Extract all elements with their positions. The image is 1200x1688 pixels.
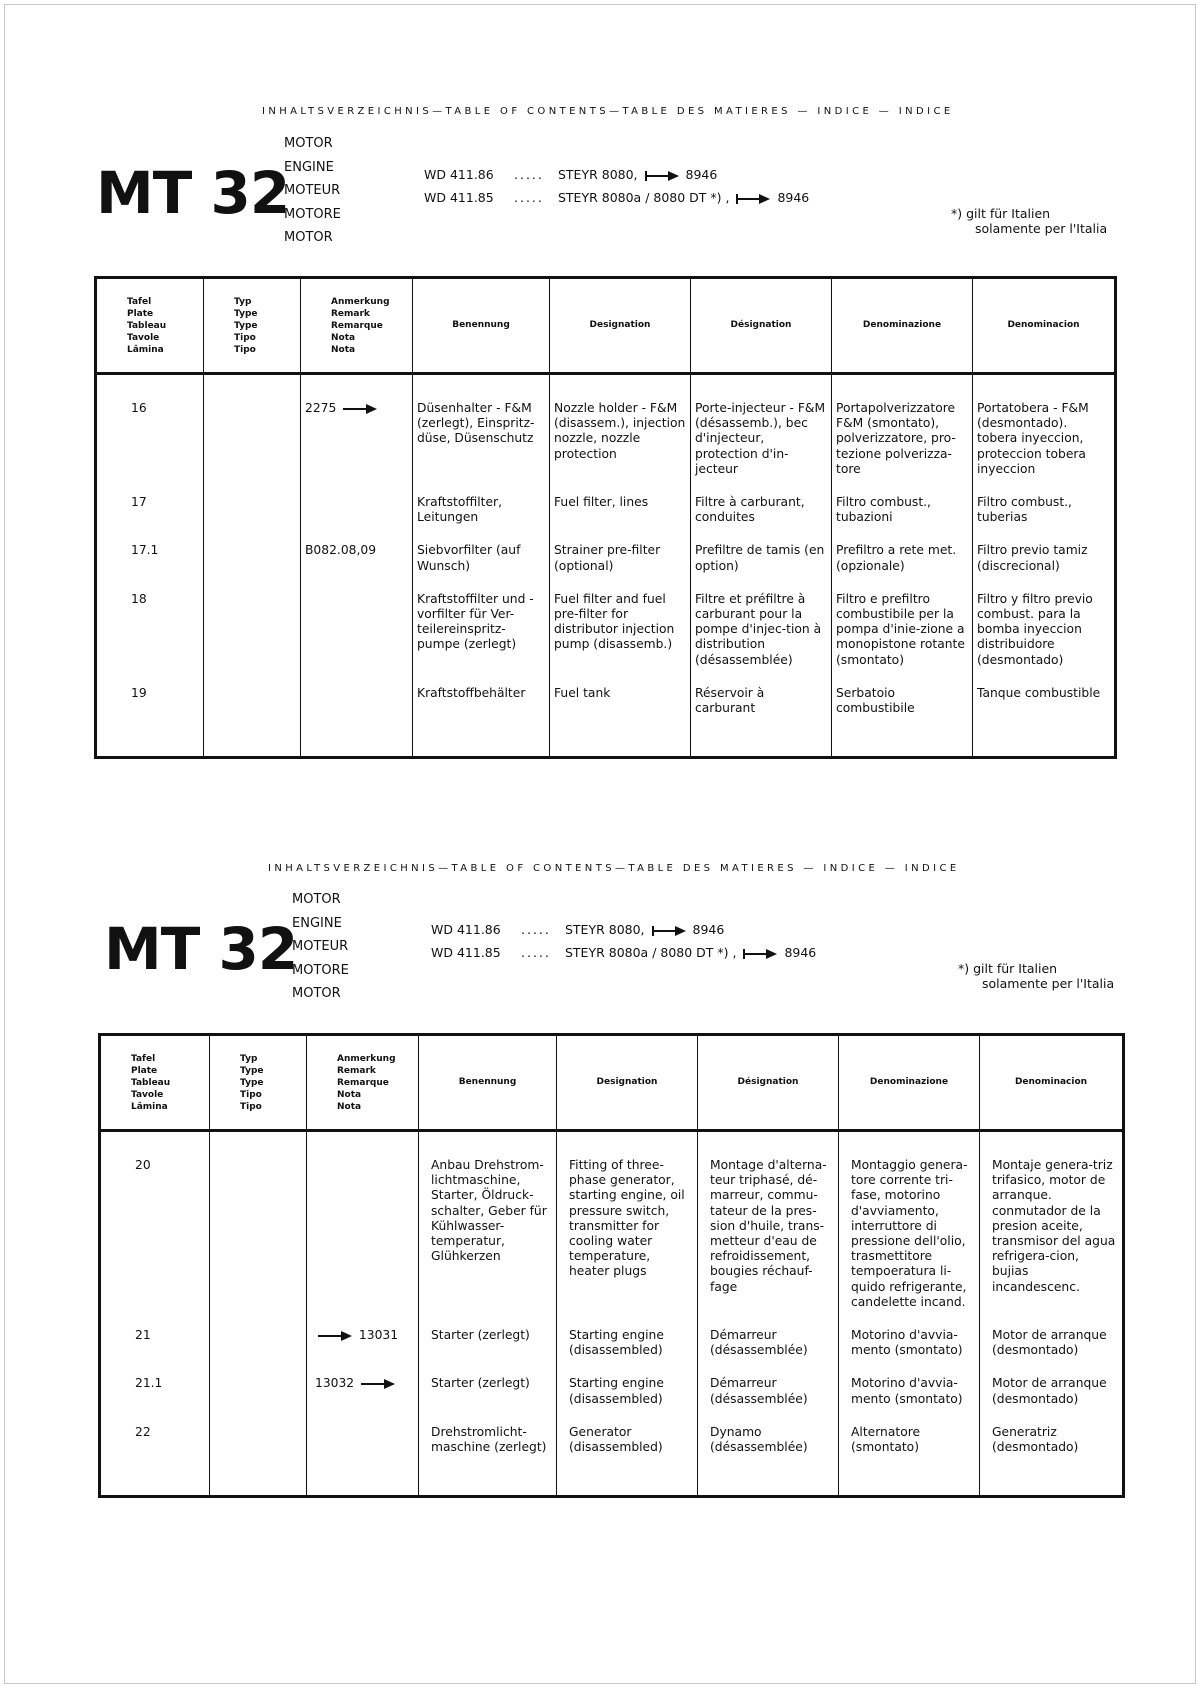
type-cell — [210, 1358, 307, 1406]
product-name-de: MOTOR — [284, 136, 333, 151]
type-cell — [210, 1131, 307, 1311]
name-it: Montaggio genera-tore corrente tri-fase, motorino d'avviamento, interruttore di pressione dell'olio, trasmettitore tempoeratura li-quido refrigerante, candelette incand. — [839, 1131, 980, 1311]
name-fr: Démarreur (désassemblée) — [698, 1358, 839, 1406]
remark-cell — [301, 477, 413, 525]
remark-value: 2275 — [305, 401, 337, 415]
model-code: WD 411.86 — [424, 167, 494, 182]
name-es: Motor de arranque (desmontado) — [980, 1310, 1124, 1358]
name-de: Siebvorfilter (auf Wunsch) — [413, 525, 550, 573]
group-code: MT 32 — [96, 159, 290, 227]
name-de: Drehstromlicht-maschine (zerlegt) — [419, 1407, 557, 1455]
name-it: Motorino d'avvia-mento (smontato) — [839, 1358, 980, 1406]
plate-number: 17.1 — [96, 525, 204, 573]
name-it: Motorino d'avvia-mento (smontato) — [839, 1310, 980, 1358]
col-header-de: Benennung — [413, 278, 550, 374]
type-cell — [204, 574, 301, 668]
table-end — [100, 1455, 1124, 1497]
name-de: Düsenhalter - F&M (zerlegt), Einspritz-düse, Düsenschutz — [413, 374, 550, 478]
type-cell — [210, 1407, 307, 1455]
name-en: Fuel filter, lines — [550, 477, 691, 525]
product-name-es: MOTOR — [284, 230, 333, 245]
col-header-remark: Anmerkung Remark Remarque Nota Nota — [301, 278, 413, 374]
name-es: Generatriz (desmontado) — [980, 1407, 1124, 1455]
plate-number: 21.1 — [100, 1358, 210, 1406]
col-header-it: Denominazione — [832, 278, 973, 374]
name-es: Montaje genera-triz trifasico, motor de arranque. conmutador de la presion aceite, transmisor del agua refrigera-cion, bujias incandescenc. — [980, 1131, 1124, 1311]
name-de: Kraftstoffilter, Leitungen — [413, 477, 550, 525]
model-line — [431, 945, 816, 960]
model-line — [424, 190, 809, 205]
group-code: MT 32 — [104, 915, 298, 983]
table-row — [100, 1310, 1124, 1358]
arrow-right-icon — [343, 404, 377, 414]
name-es: Filtro combust., tuberias — [973, 477, 1116, 525]
plate-number: 19 — [96, 668, 204, 716]
model-line — [431, 922, 724, 937]
model-text: STEYR 8080a / 8080 DT *) , — [564, 945, 737, 960]
col-header-type: Typ Type Type Tipo Tipo — [210, 1035, 307, 1131]
arrow-right-icon — [318, 1331, 352, 1341]
remark-value: 13032 — [315, 1376, 355, 1391]
col-header-fr: Désignation — [698, 1035, 839, 1131]
product-name-de: MOTOR — [292, 892, 341, 907]
model-code: WD 411.85 — [424, 190, 494, 205]
table-end — [96, 716, 1116, 758]
remark-cell — [307, 1131, 419, 1311]
footnote — [951, 206, 1107, 236]
name-fr: Réservoir à carburant — [691, 668, 832, 716]
range-arrow-icon — [743, 949, 777, 959]
name-fr: Dynamo (désassemblée) — [698, 1407, 839, 1455]
table-row — [96, 525, 1116, 573]
name-en: Starting engine (disassembled) — [557, 1358, 698, 1406]
serial-number: 8946 — [685, 167, 718, 182]
plate-number: 22 — [100, 1407, 210, 1455]
product-name-en: ENGINE — [284, 159, 334, 175]
name-de: Starter (zerlegt) — [419, 1358, 557, 1406]
table-row — [96, 477, 1116, 525]
col-header-remark: Anmerkung Remark Remarque Nota Nota — [307, 1035, 419, 1131]
footnote-line: *) gilt für Italien — [958, 961, 1058, 976]
product-name-es: MOTOR — [292, 986, 341, 1001]
name-en: Fitting of three-phase generator, starting engine, oil pressure switch, transmitter for cooling water temperature, heater plugs — [557, 1131, 698, 1311]
type-cell — [204, 374, 301, 478]
name-en: Fuel filter and fuel pre-filter for distributor injection pump (disassemb.) — [550, 574, 691, 668]
name-it: Serbatoio combustibile — [832, 668, 973, 716]
model-text: STEYR 8080, — [564, 922, 645, 937]
contents-table — [98, 1033, 1125, 1498]
name-en: Generator (disassembled) — [557, 1407, 698, 1455]
remark-cell — [301, 668, 413, 716]
plate-number: 16 — [96, 374, 204, 478]
toc-title: INHALTSVERZEICHNIS—TABLE OF CONTENTS—TABLE DES MATIERES — INDICE — INDICE — [262, 106, 954, 117]
col-header-it: Denominazione — [839, 1035, 980, 1131]
col-header-plate: Tafel Plate Tableau Tavole Lâmina — [100, 1035, 210, 1131]
model-dots: ..... — [521, 945, 551, 960]
plate-number: 20 — [100, 1131, 210, 1311]
name-it: Portapolverizzatore F&M (smontato), polverizzatore, pro-tezione polverizza-tore — [832, 374, 973, 478]
model-dots: ..... — [514, 190, 544, 205]
name-es: Tanque combustible — [973, 668, 1116, 716]
name-it: Prefiltro a rete met. (opzionale) — [832, 525, 973, 573]
product-name-en: ENGINE — [292, 915, 342, 931]
serial-number: 8946 — [784, 945, 817, 960]
product-name-fr: MOTEUR — [284, 183, 341, 198]
product-name-fr: MOTEUR — [292, 939, 349, 954]
remark-cell — [307, 1310, 419, 1358]
plate-number: 18 — [96, 574, 204, 668]
name-es: Filtro y filtro previo combust. para la bomba inyeccion distribuidore (desmontado) — [973, 574, 1116, 668]
col-header-fr: Désignation — [691, 278, 832, 374]
table-row — [96, 574, 1116, 668]
col-header-es: Denominacion — [973, 278, 1116, 374]
product-list — [284, 132, 341, 250]
name-fr: Filtre et préfiltre à carburant pour la pompe d'injec-tion à distribution (désassemblée) — [691, 574, 832, 668]
remark-cell — [307, 1358, 419, 1406]
name-it: Filtro combust., tubazioni — [832, 477, 973, 525]
col-header-de: Benennung — [419, 1035, 557, 1131]
name-fr: Porte-injecteur - F&M (désassemb.), bec d'injecteur, protection d'in-jecteur — [691, 374, 832, 478]
serial-number: 8946 — [777, 190, 810, 205]
type-cell — [204, 477, 301, 525]
name-fr: Démarreur (désassemblée) — [698, 1310, 839, 1358]
name-en: Starting engine (disassembled) — [557, 1310, 698, 1358]
table-row — [100, 1131, 1124, 1311]
table-row — [96, 668, 1116, 716]
plate-number: 21 — [100, 1310, 210, 1358]
col-header-en: Designation — [557, 1035, 698, 1131]
name-it: Alternatore (smontato) — [839, 1407, 980, 1455]
arrow-right-icon — [361, 1379, 395, 1389]
type-cell — [204, 525, 301, 573]
name-de: Starter (zerlegt) — [419, 1310, 557, 1358]
name-fr: Prefiltre de tamis (en option) — [691, 525, 832, 573]
name-de: Kraftstoffbehälter — [413, 668, 550, 716]
name-es: Filtro previo tamiz (discrecional) — [973, 525, 1116, 573]
remark-cell — [301, 374, 413, 478]
product-name-it: MOTORE — [292, 962, 349, 978]
footnote-line: solamente per l'Italia — [982, 976, 1115, 991]
model-text: STEYR 8080, — [557, 167, 638, 182]
type-cell — [204, 668, 301, 716]
range-arrow-icon — [652, 926, 686, 936]
remark-cell: B082.08,09 — [301, 525, 413, 573]
type-cell — [210, 1310, 307, 1358]
col-header-es: Denominacion — [980, 1035, 1124, 1131]
range-arrow-icon — [645, 171, 679, 181]
name-fr: Montage d'alterna-teur triphasé, dé-marreur, commu-tateur de la pres-sion d'huile, trans-metteur d'eau de refroidissement, bougies réchauf-fage — [698, 1131, 839, 1311]
table-row — [100, 1358, 1124, 1406]
footnote-line: *) gilt für Italien — [951, 206, 1051, 221]
contents-table — [94, 276, 1117, 759]
name-en: Strainer pre-filter (optional) — [550, 525, 691, 573]
col-header-en: Designation — [550, 278, 691, 374]
model-line — [424, 167, 717, 182]
model-dots: ..... — [521, 922, 551, 937]
name-en: Nozzle holder - F&M (disassem.), injection nozzle, nozzle protection — [550, 374, 691, 478]
model-dots: ..... — [514, 167, 544, 182]
col-header-plate: Tafel Plate Tableau Tavole Lâmina — [96, 278, 204, 374]
model-code: WD 411.86 — [431, 922, 501, 937]
remark-cell — [307, 1407, 419, 1455]
footnote-line: solamente per l'Italia — [975, 221, 1108, 236]
name-es: Motor de arranque (desmontado) — [980, 1358, 1124, 1406]
product-list — [292, 888, 349, 1006]
name-fr: Filtre à carburant, conduites — [691, 477, 832, 525]
name-de: Anbau Drehstrom-lichtmaschine, Starter, Öldruck-schalter, Geber für Kühlwasser-temperatur, Glühkerzen — [419, 1131, 557, 1311]
range-arrow-icon — [736, 194, 770, 204]
remark-value: 13031 — [358, 1328, 399, 1343]
name-it: Filtro e prefiltro combustibile per la pompa d'inie-zione a monopistone rotante (smontato) — [832, 574, 973, 668]
table-row — [96, 374, 1116, 478]
plate-number: 17 — [96, 477, 204, 525]
remark-cell — [301, 574, 413, 668]
name-de: Kraftstoffilter und -vorfilter für Ver-teilereinspritz-pumpe (zerlegt) — [413, 574, 550, 668]
product-name-it: MOTORE — [284, 206, 341, 222]
name-en: Fuel tank — [550, 668, 691, 716]
table-row — [100, 1407, 1124, 1455]
col-header-type: Typ Type Type Tipo Tipo — [204, 278, 301, 374]
model-text: STEYR 8080a / 8080 DT *) , — [557, 190, 730, 205]
name-es: Portatobera - F&M (desmontado). tobera inyeccion, proteccion tobera inyeccion — [973, 374, 1116, 478]
toc-title: INHALTSVERZEICHNIS—TABLE OF CONTENTS—TABLE DES MATIERES — INDICE — INDICE — [268, 863, 960, 874]
footnote — [958, 961, 1114, 991]
model-code: WD 411.85 — [431, 945, 501, 960]
serial-number: 8946 — [692, 922, 725, 937]
